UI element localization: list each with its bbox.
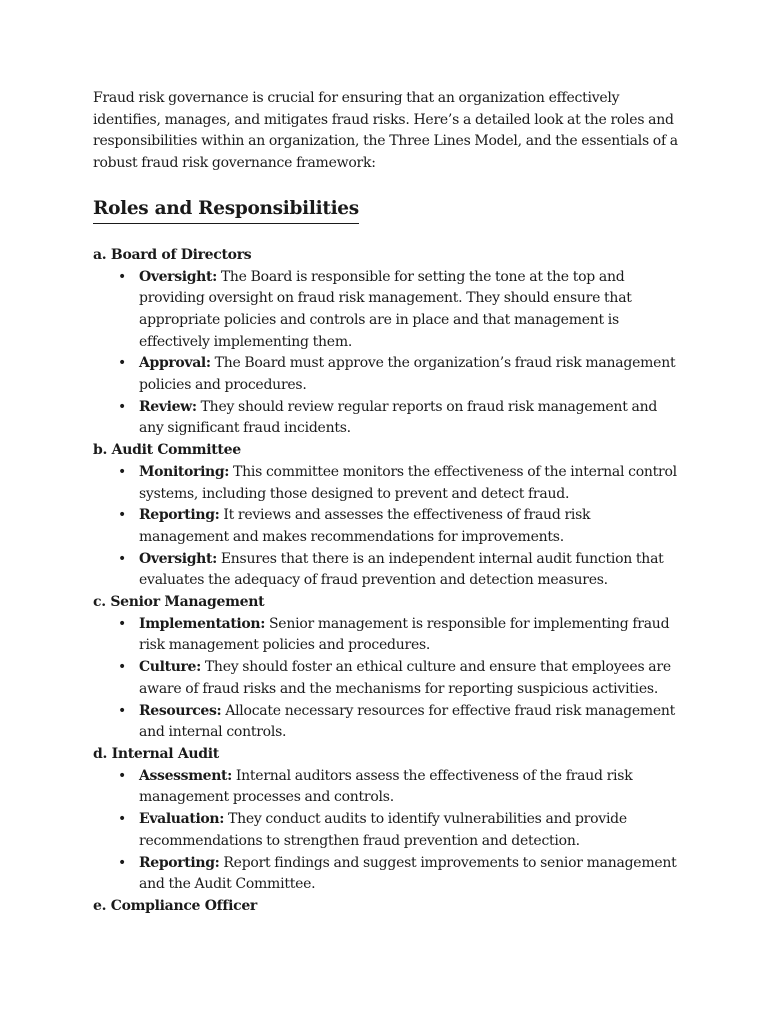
item-text: They should foster an ethical culture and ensure that employees are aware of fraud risks and the mechanisms for reporting suspicious activities. (139, 659, 671, 697)
item-term: Implementation: (139, 615, 266, 632)
bullet-icon: • (118, 398, 127, 415)
list-item (93, 462, 683, 505)
bullet-icon: • (118, 702, 127, 719)
bullet-icon: • (118, 615, 127, 632)
item-text: It reviews and assesses the effectiveness of fraud risk management and makes recommendations for improvements. (139, 507, 591, 545)
item-text: This committee monitors the effectiveness of the internal control systems, including those designed to prevent and detect fraud. (139, 463, 677, 502)
bullet-icon: • (118, 463, 127, 480)
item-term: Reporting: (139, 507, 220, 524)
item-text: The Board is responsible for setting the tone at the top and providing oversight on fraud risk management. They should ensure that appropriate policies and controls are in place and that management is effectively implementing them. (139, 268, 632, 350)
list-item (93, 549, 683, 592)
item-text: Allocate necessary resources for effective fraud risk management and internal controls. (139, 702, 676, 741)
bullet-list (93, 614, 683, 744)
item-term: Evaluation: (139, 811, 225, 828)
item-text: Ensures that there is an independent internal audit function that evaluates the adequacy of fraud prevention and detection measures. (139, 550, 664, 589)
item-term: Oversight: (139, 268, 217, 285)
item-text: They should review regular reports on fraud risk management and any significant fraud incidents. (139, 398, 658, 437)
list-item (93, 853, 683, 896)
bullet-list (93, 766, 683, 896)
bullet-icon: • (118, 854, 127, 871)
bullet-icon: • (118, 767, 127, 784)
roles-sections (93, 245, 683, 918)
item-text: Internal auditors assess the effectiveness of the fraud risk management processes and controls. (139, 767, 633, 806)
item-term: Review: (139, 398, 197, 415)
bullet-icon: • (118, 507, 127, 524)
item-text: Report findings and suggest improvements to senior management and the Audit Committee. (139, 854, 677, 893)
section-title: e. Compliance Officer (93, 897, 257, 914)
item-term: Culture: (139, 659, 201, 676)
list-item (93, 614, 683, 657)
bullet-icon: • (118, 268, 127, 285)
list-item (93, 701, 683, 744)
item-term: Resources: (139, 702, 222, 719)
list-item (93, 657, 683, 700)
section-title: c. Senior Management (93, 594, 265, 611)
bullet-icon: • (118, 659, 127, 676)
bullet-icon: • (118, 811, 127, 828)
list-item (93, 766, 683, 809)
bullet-icon: • (118, 355, 127, 372)
item-term: Oversight: (139, 550, 217, 567)
section-title: a. Board of Directors (93, 246, 252, 263)
item-term: Monitoring: (139, 463, 230, 480)
list-item (93, 505, 683, 548)
item-term: Assessment: (139, 767, 232, 784)
list-item (93, 809, 683, 852)
item-text: They conduct audits to identify vulnerabilities and provide recommendations to strengthen fraud prevention and detection. (139, 811, 627, 849)
intro-paragraph: Fraud risk governance is crucial for ensuring that an organization effectively identifies, manages, and mitigates fraud risks. Here’s a detailed look at the roles and responsibilities within an organization, the Three Lines Model, and the essentials of a robust fraud risk governance framework: (93, 90, 678, 172)
section-title: b. Audit Committee (93, 442, 241, 459)
list-item (93, 267, 683, 354)
document-page (93, 88, 683, 918)
section-title: d. Internal Audit (93, 745, 219, 762)
item-text: The Board must approve the organization’s fraud risk management policies and procedures. (139, 355, 676, 394)
item-term: Approval: (139, 355, 211, 372)
bullet-list (93, 267, 683, 441)
list-item (93, 397, 683, 440)
item-term: Reporting: (139, 854, 220, 871)
bullet-icon: • (118, 550, 127, 567)
bullet-list (93, 462, 683, 592)
list-item (93, 353, 683, 396)
section-heading: Roles and Responsibilities (93, 196, 359, 224)
item-text: Senior management is responsible for implementing fraud risk management policies and procedures. (139, 615, 670, 654)
